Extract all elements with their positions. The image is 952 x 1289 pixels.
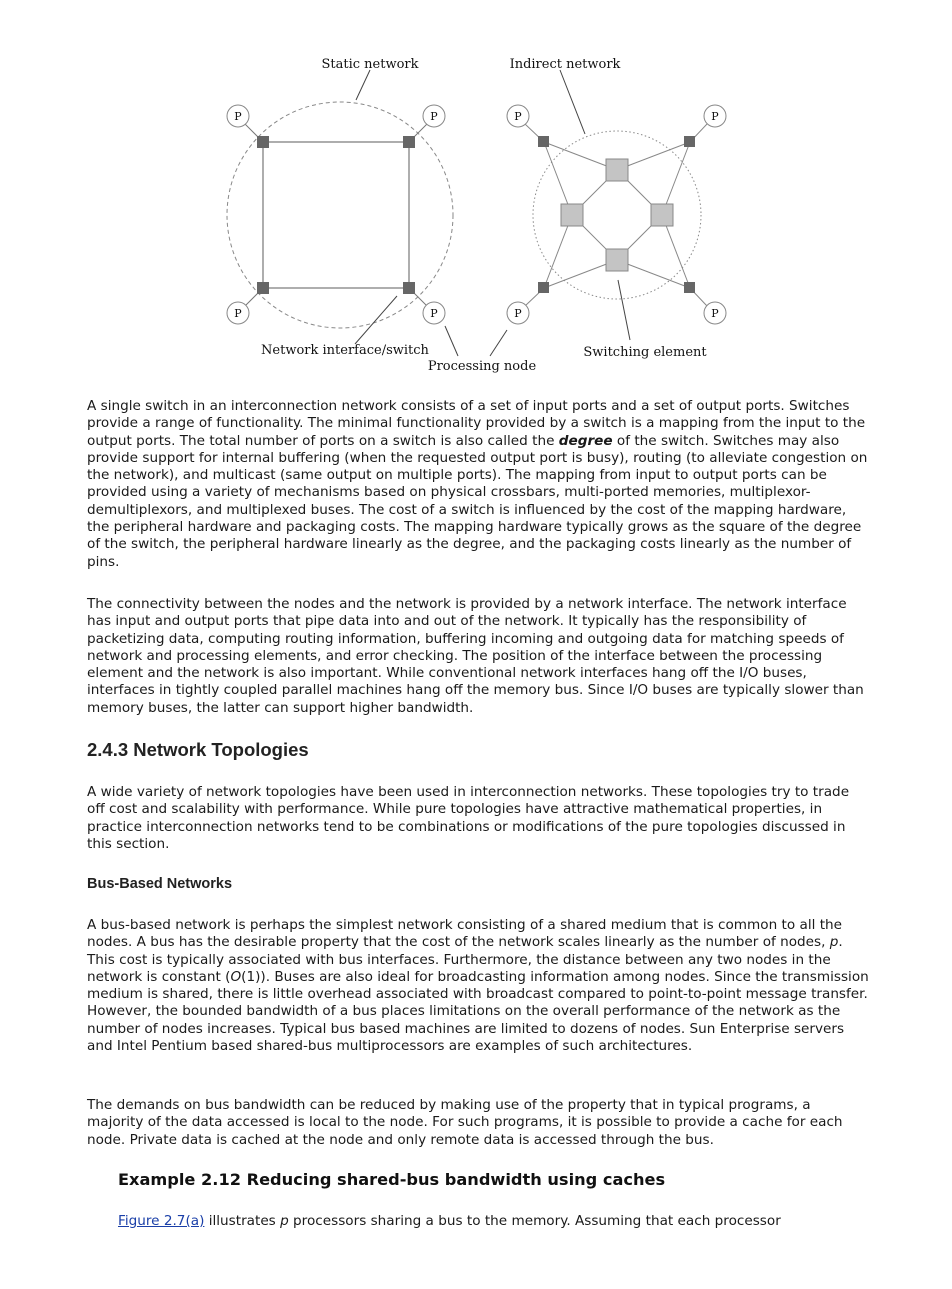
- paragraph-topologies: A wide variety of network topologies have been used in interconnection networks. These topologies try to trade off cost and scalability with performance. While pure topologies have attractive mathematical properties, in practice interconnection networks tend to be combinations or modifications of the pure topologies discussed in this section.: [87, 784, 850, 852]
- indirect-interface-br: [684, 282, 695, 293]
- static-switch-bl: [257, 282, 269, 294]
- indirect-network-boundary: [533, 131, 701, 299]
- term-degree: degree: [558, 432, 613, 449]
- svg-text:P: P: [711, 110, 719, 123]
- indirect-interface-bl: [538, 282, 549, 293]
- indirect-interface-tl: [538, 136, 549, 147]
- static-switch-tl: [257, 136, 269, 148]
- paragraph-switch: A single switch in an interconnection network consists of a set of input ports and a set of output ports. Switches provide a range of functionality. The minimal functionality provided by a switch is a mapping from the input to the output ports. The total number of ports on a switch is also called the degree of the switch. Switches may also provide support for internal buffering (when the requested output port is busy), routing (to alleviate congestion on the network), and multicast (same output on multiple ports). The mapping from input to output ports can be provided using a variety of mechanisms based on physical crossbars, multi-ported memories, multiplexor-demultiplexors, and multiplexed buses. The cost of a switch is influenced by the cost of the mapping hardware, the peripheral hardware and packaging costs. The mapping hardware typically grows as the square of the degree of the switch, the peripheral hardware linearly as the degree, and the packaging costs linearly as the number of pins.: [87, 398, 868, 570]
- section-heading: 2.4.3 Network Topologies: [87, 739, 309, 760]
- indirect-node-tr: [704, 105, 726, 127]
- static-node-bl: [227, 302, 249, 324]
- label-static-network: Static network: [321, 57, 419, 72]
- example-paragraph: Figure 2.7(a) illustrates p processors sharing a bus to the memory. Assuming that each processor: [118, 1213, 781, 1229]
- static-node-br: [423, 302, 445, 324]
- svg-text:P: P: [711, 307, 719, 320]
- network-diagram-figure: [210, 48, 750, 383]
- svg-text:P: P: [430, 110, 438, 123]
- indirect-node-br: [704, 302, 726, 324]
- label-indirect-network: Indirect network: [509, 57, 621, 72]
- indirect-interface-tr: [684, 136, 695, 147]
- svg-text:P: P: [234, 307, 242, 320]
- static-node-tl: [227, 105, 249, 127]
- network-diagram: [210, 48, 750, 383]
- paragraph-network-interface: The connectivity between the nodes and the network is provided by a network interface. The network interface has input and output ports that pipe data into and out of the network. It typically has the responsibility of packetizing data, computing routing information, buffering incoming and outgoing data for matching speeds of network and processing elements, and error checking. The position of the interface between the processing element and the network is also important. While conventional network interfaces hang off the I/O buses, interfaces in tightly coupled parallel machines hang off the memory bus. Since I/O buses are typically slower than memory buses, the latter can support higher bandwidth.: [87, 596, 864, 716]
- svg-text:P: P: [234, 110, 242, 123]
- switching-element-top: [606, 159, 628, 181]
- switching-element-left: [561, 204, 583, 226]
- static-switch-tr: [403, 136, 415, 148]
- static-network-boundary: [227, 102, 453, 328]
- switching-element-right: [651, 204, 673, 226]
- figure-2-7a-link[interactable]: Figure 2.7(a): [118, 1213, 205, 1229]
- static-network-square: [263, 142, 409, 288]
- indirect-node-bl: [507, 302, 529, 324]
- static-switch-br: [403, 282, 415, 294]
- switching-element-bottom: [606, 249, 628, 271]
- paragraph-bus-bandwidth: The demands on bus bandwidth can be reduced by making use of the property that in typical programs, a majority of the data accessed is local to the node. For such programs, it is possible to provide a cache for each node. Private data is cached at the node and only remote data is accessed through the bus.: [87, 1097, 843, 1148]
- static-node-tr: [423, 105, 445, 127]
- label-switching-element: Switching element: [583, 345, 707, 360]
- example-title: Example 2.12 Reducing shared-bus bandwidth using caches: [118, 1170, 666, 1189]
- paragraph-bus-based: A bus-based network is perhaps the simplest network consisting of a shared medium that is common to all the nodes. A bus has the desirable property that the cost of the network scales linearly as the number of nodes, p. This cost is typically associated with bus interfaces. Furthermore, the distance between any two nodes in the network is constant (O(1)). Buses are also ideal for broadcasting information among nodes. Since the transmission medium is shared, there is little overhead associated with broadcast compared to point-to-point message transfer. However, the bounded bandwidth of a bus places limitations on the overall performance of the network as the number of nodes increases. Typical bus based machines are limited to dozens of nodes. Sun Enterprise servers and Intel Pentium based shared-bus multiprocessors are examples of such architectures.: [87, 917, 869, 1055]
- indirect-node-tl: [507, 105, 529, 127]
- svg-text:P: P: [514, 307, 522, 320]
- subsection-heading: Bus-Based Networks: [87, 876, 233, 892]
- label-network-interface-switch: Network interface/switch: [261, 343, 429, 358]
- svg-text:P: P: [514, 110, 522, 123]
- svg-text:P: P: [430, 307, 438, 320]
- label-processing-node: Processing node: [427, 359, 537, 374]
